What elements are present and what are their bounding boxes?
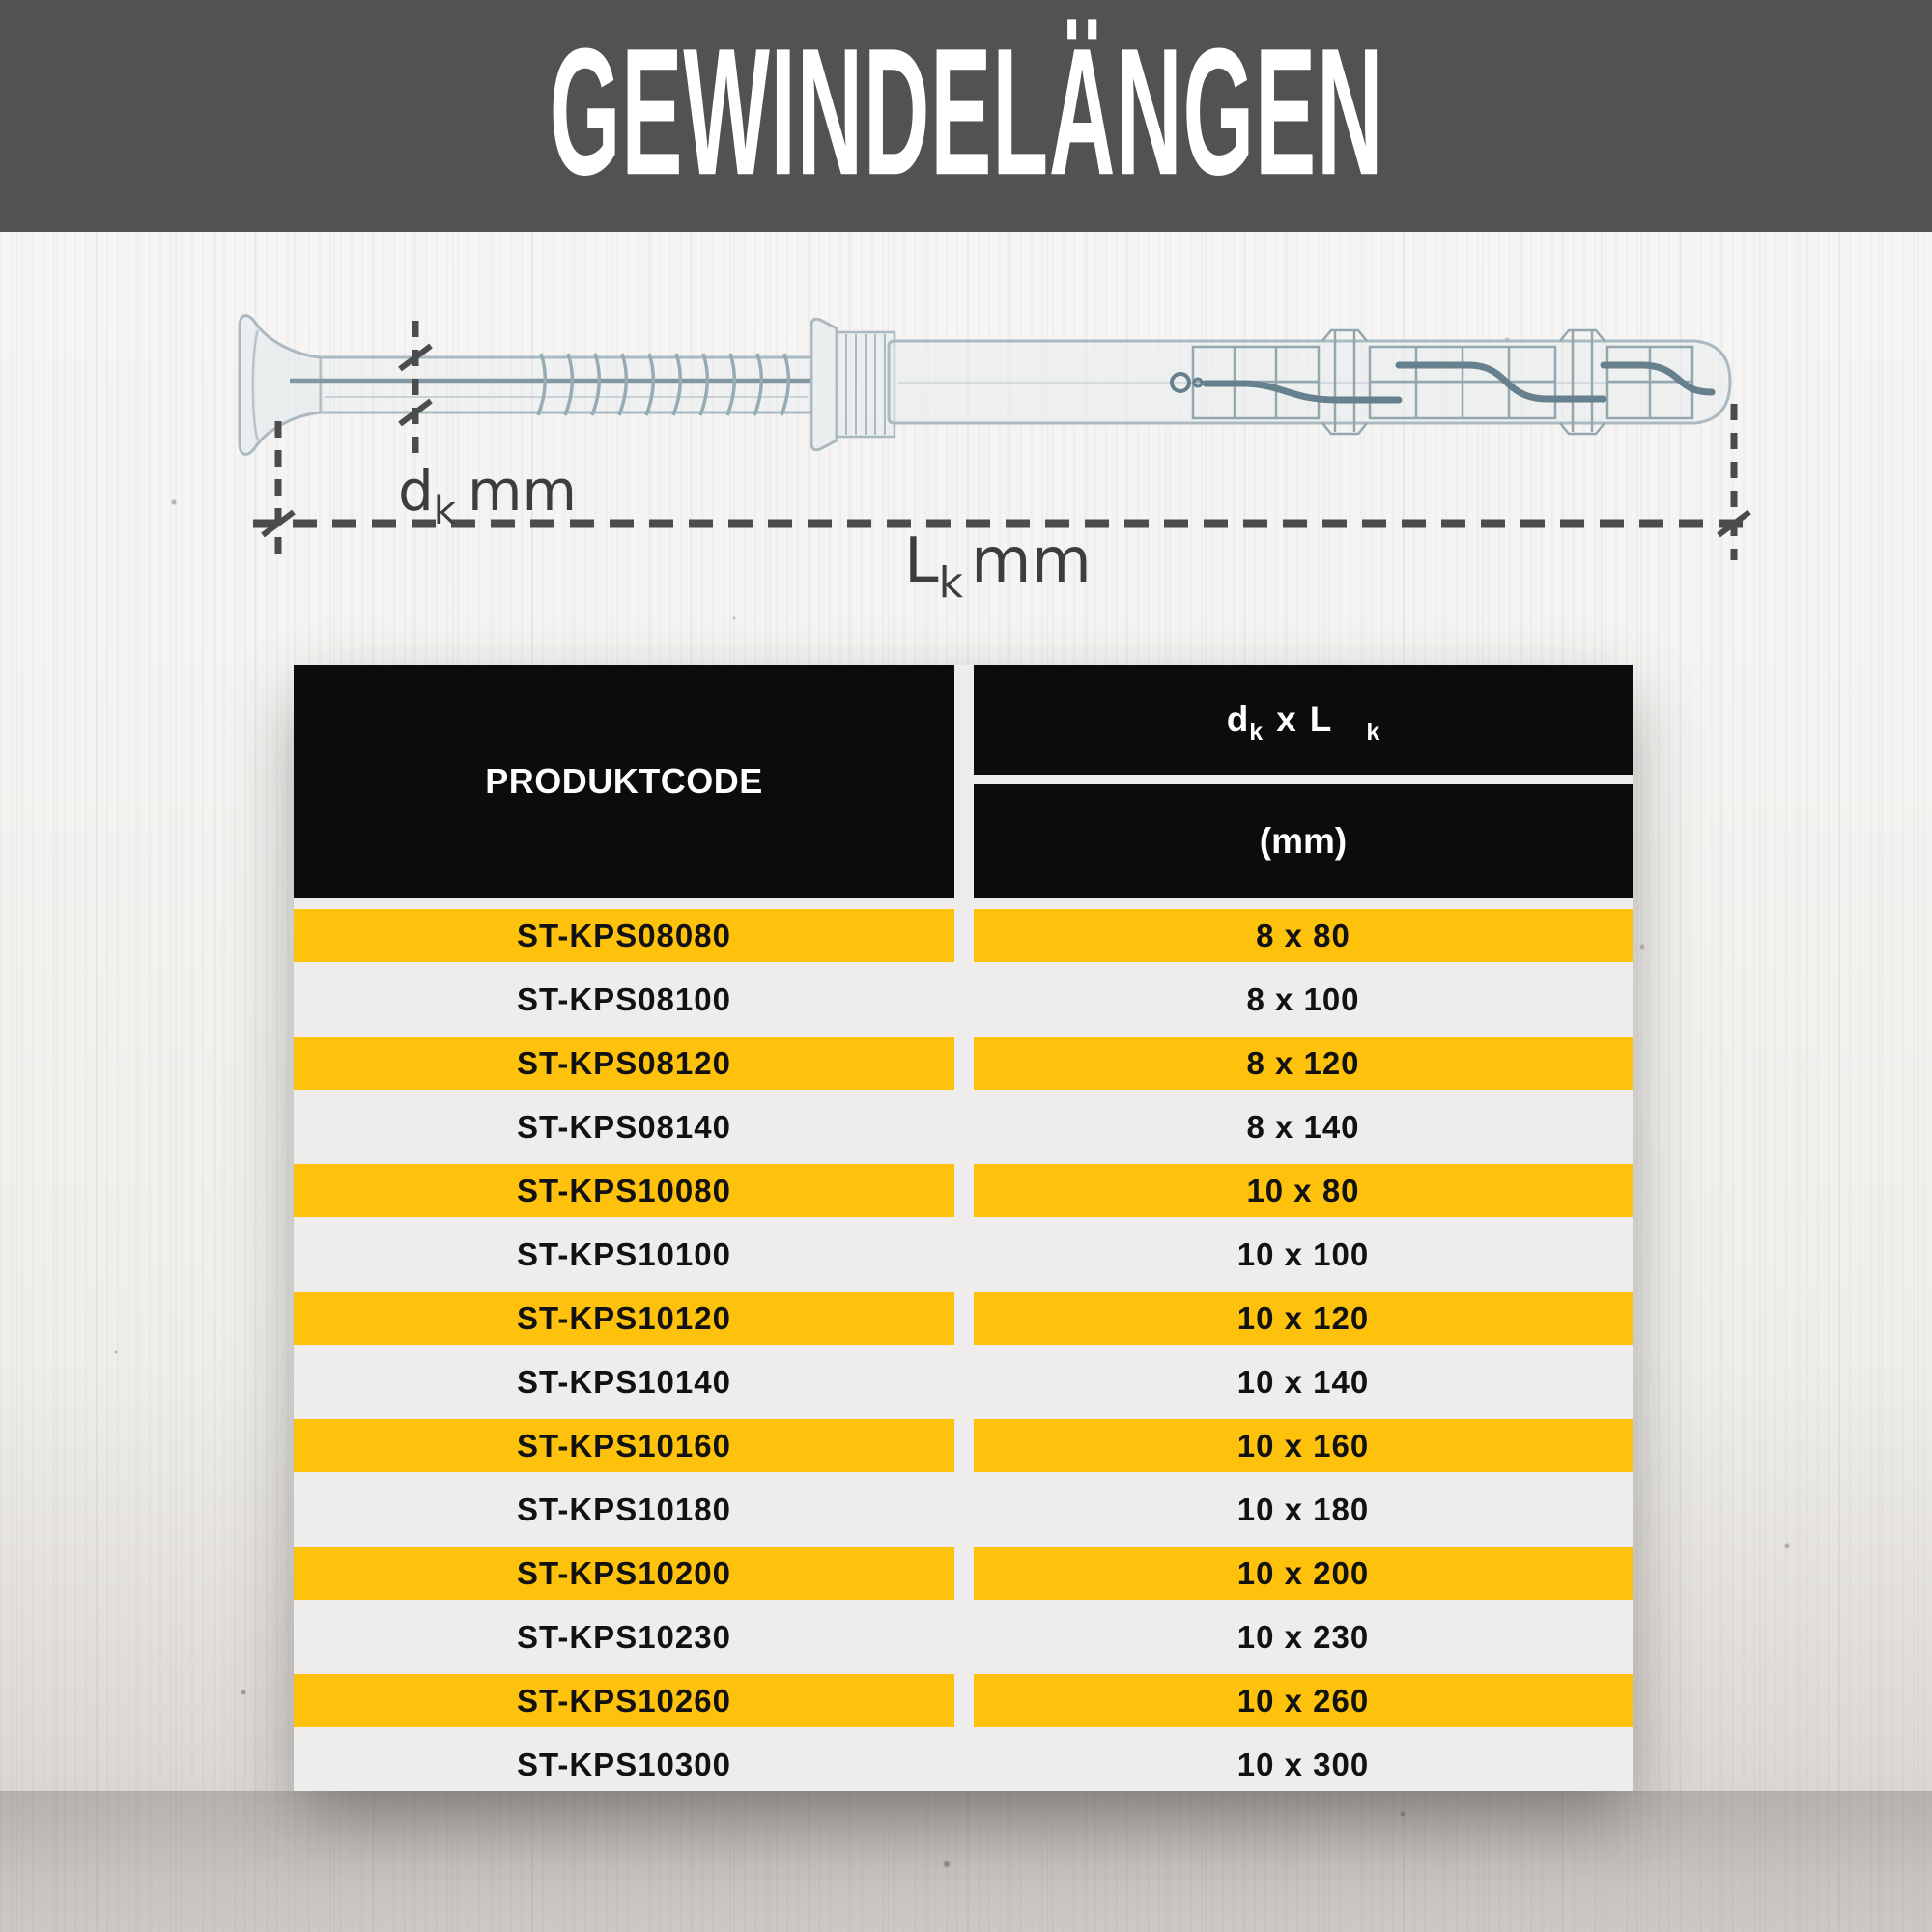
size-cell: 8 x 120	[974, 1037, 1633, 1090]
size-cell: 10 x 230	[974, 1610, 1633, 1663]
size-header-d: d	[1226, 699, 1249, 739]
dk-dimension-label: $d_k$ mm	[398, 458, 577, 533]
plug-collar	[811, 319, 837, 450]
size-cell: 10 x 140	[974, 1355, 1633, 1408]
product-code-cell: ST-KPS08140	[294, 1100, 954, 1153]
size-cell: 8 x 100	[974, 973, 1633, 1026]
table-body	[294, 909, 1633, 1791]
size-header-d-sub: k	[1249, 718, 1264, 746]
lk-dimension-label: $L_k$ mm	[904, 526, 1092, 608]
product-code-cell: ST-KPS10230	[294, 1610, 954, 1663]
size-header-l: L	[1309, 699, 1332, 739]
plug-expansion-zone	[1193, 330, 1692, 434]
size-table	[294, 665, 1633, 1791]
product-code-cell: ST-KPS08080	[294, 909, 954, 962]
product-code-cell: ST-KPS10300	[294, 1738, 954, 1791]
title-banner	[0, 0, 1932, 232]
size-cell: 10 x 120	[974, 1292, 1633, 1345]
product-code-cell: ST-KPS10080	[294, 1164, 954, 1217]
size-cell: 10 x 260	[974, 1674, 1633, 1727]
size-cell: 10 x 100	[974, 1228, 1633, 1281]
screw-shank	[321, 358, 810, 412]
product-code-cell: ST-KPS10100	[294, 1228, 954, 1281]
product-code-cell: ST-KPS10120	[294, 1292, 954, 1345]
page-title: GEWINDELÄNGEN	[549, 10, 1383, 213]
product-code-cell: ST-KPS10140	[294, 1355, 954, 1408]
size-cell: 10 x 160	[974, 1419, 1633, 1472]
product-code-cell: ST-KPS10160	[294, 1419, 954, 1472]
size-cell: 10 x 200	[974, 1547, 1633, 1600]
product-code-cell: ST-KPS10200	[294, 1547, 954, 1600]
product-code-cell: ST-KPS08120	[294, 1037, 954, 1090]
size-cell: 10 x 300	[974, 1738, 1633, 1791]
size-header-l-sub: k	[1366, 718, 1380, 746]
produktcode-header: PRODUKTCODE	[294, 665, 954, 898]
size-header	[974, 665, 1633, 775]
anchor-diagram	[0, 232, 1932, 647]
size-cell: 8 x 80	[974, 909, 1633, 962]
size-cell: 10 x 80	[974, 1164, 1633, 1217]
product-code-cell: ST-KPS10260	[294, 1674, 954, 1727]
product-code-cell: ST-KPS10180	[294, 1483, 954, 1536]
table-header	[294, 665, 1633, 898]
table-shadow	[0, 1791, 1932, 1932]
product-code-cell: ST-KPS08100	[294, 973, 954, 1026]
size-cell: 10 x 180	[974, 1483, 1633, 1536]
size-cell: 8 x 140	[974, 1100, 1633, 1153]
screw-drawing	[240, 316, 1730, 455]
size-header-times: x	[1276, 699, 1296, 739]
unit-header: (mm)	[974, 784, 1633, 898]
